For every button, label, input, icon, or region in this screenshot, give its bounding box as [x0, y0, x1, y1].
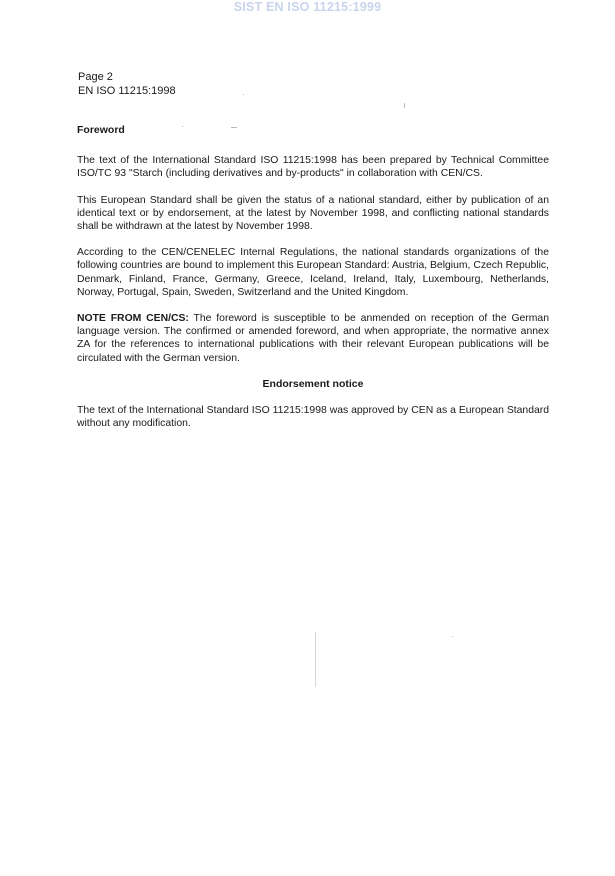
document-id: EN ISO 11215:1998	[78, 85, 176, 97]
scan-artifact	[404, 103, 405, 108]
scan-artifact	[315, 632, 316, 687]
note-paragraph	[77, 312, 549, 365]
endorsement-paragraph: The text of the International Standard ISO 11215:1998 was approved by CEN as a European Standard without any modification.	[77, 405, 549, 430]
scan-artifact	[452, 636, 453, 637]
scan-artifact	[231, 127, 237, 128]
scan-artifact	[182, 126, 183, 127]
page-header	[78, 70, 176, 98]
foreword-paragraph-2: This European Standard shall be given the status of a national standard, either by publication of an identical text or by endorsement, at the latest by November 1998, and conflicting national standards shall be withdrawn at the latest by November 1998.	[77, 194, 549, 233]
endorsement-heading: Endorsement notice	[262, 377, 364, 390]
scan-artifact	[243, 94, 244, 95]
page-number: Page 2	[78, 71, 113, 83]
foreword-paragraph-1: The text of the International Standard ISO 11215:1998 has been prepared by Technical Committee ISO/TC 93 "Starch (including derivatives and by-products" in collaboration with CEN/CS.	[77, 155, 549, 180]
watermark: SIST EN ISO 11215:1999	[233, 0, 382, 14]
note-label: NOTE FROM CEN/CS:	[77, 313, 189, 325]
foreword-heading: Foreword	[77, 124, 125, 136]
note-text: The foreword is susceptible to be anmended on reception of the German language version. The confirmed or amended foreword, and when appropriate, the normative annex ZA for the references to international publications with their relevant European publications will be circulated with the German version.	[77, 313, 549, 364]
foreword-paragraph-3: According to the CEN/CENELEC Internal Regulations, the national standards organizations of the following countries are bound to implement this European Standard: Austria, Belgium, Czech Republic, Denmark, Finland, France, Germany, Greece, Iceland, Ireland, Italy, Luxembourg, Netherlands, Norway, Portugal, Spain, Sweden, Switzerland and the United Kingdom.	[77, 247, 549, 298]
document-body	[77, 124, 549, 443]
